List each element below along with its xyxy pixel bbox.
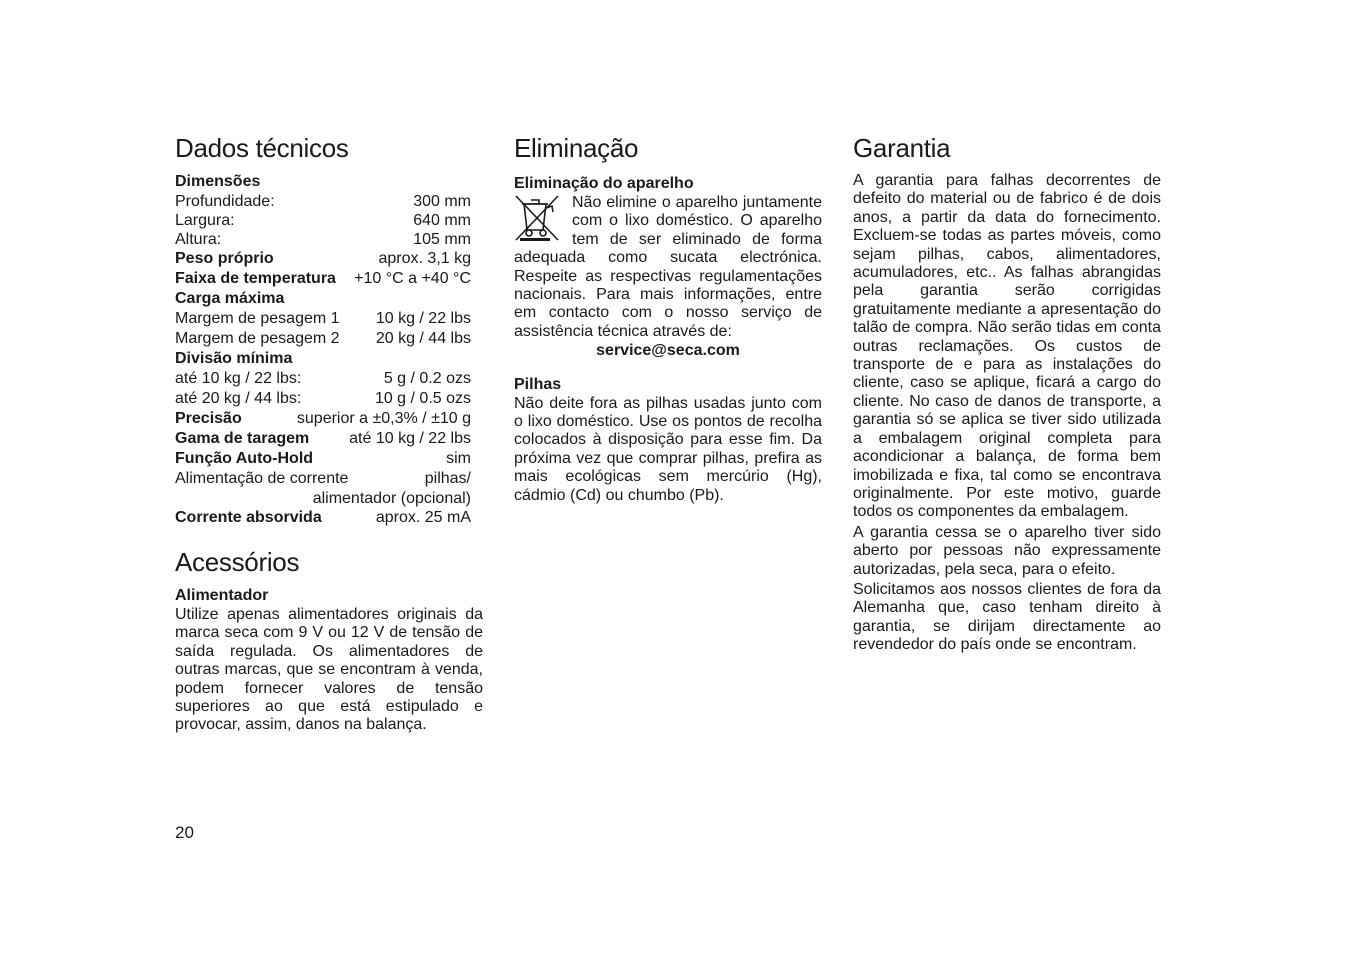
spec-label: até 10 kg / 22 lbs:: [175, 370, 302, 387]
spec-row-div1: [175, 369, 471, 389]
batteries-heading: Pilhas: [514, 375, 562, 393]
spec-label: Faixa de temperatura: [175, 270, 336, 287]
warranty-paragraph-1: A garantia para falhas decorrentes de defeito do material ou de fabrico é de dois anos, a partir da data do fornecimento. Excluem-se todas as partes móveis, como sejam pilhas, cabos, alimentadores, acumuladores, etc.. As falhas abrangidas pela garantia serão corrigidas gratuitamente mediante a apresentação do talão de compra. Não serão tidas em conta outras reclamações. Os custos de transporte de e para as instalações do cliente, caso se aplique, ficará a cargo do cliente. No caso de danos de transporte, a garantia só se aplica se tiver sido utilizada a embalagem original completa para acondicionar a balança, de forma bem imobilizada e fixa, tal como se encontrava originalmente. Por este motivo, guarde todos os componentes da embalagem.: [853, 172, 1161, 521]
spec-value: 105 mm: [413, 231, 471, 248]
spec-row-weight: [175, 249, 471, 269]
batteries-text: Não deite fora as pilhas usadas junto com o lixo doméstico. Use os pontos de recolha colocados à disposição para esse fim. Da próxima vez que comprar pilhas, prefira as mais ecológicas sem mercúrio (Hg), cádmio (Cd) ou chumbo (Pb).: [514, 394, 822, 504]
spec-label: Margem de pesagem 1: [175, 310, 340, 327]
spec-row-consumption: [175, 508, 471, 528]
spec-row-autohold: [175, 449, 471, 469]
spec-row-range2: [175, 329, 471, 349]
spec-row-range1: [175, 309, 471, 329]
warranty-paragraph-3: Solicitamos aos nossos clientes de fora da Alemanha que, caso tenham direito à garantia, se dirijam directamente ao revendedor do país onde se encontram.: [853, 580, 1161, 654]
spec-label: Gama de taragem: [175, 430, 310, 447]
spec-value: até 10 kg / 22 lbs: [349, 430, 471, 447]
spec-row-width: [175, 211, 471, 230]
tech-title: Dados técnicos: [175, 133, 349, 163]
max-load-heading: Carga máxima: [175, 290, 285, 307]
spec-label: Profundidade:: [175, 193, 275, 210]
spec-value: +10 °C a +40 °C: [354, 270, 471, 287]
disposal-title: Eliminação: [514, 133, 639, 163]
dimensions-heading: Dimensões: [175, 173, 261, 190]
spec-value: 640 mm: [413, 212, 471, 229]
spec-value: 10 kg / 22 lbs: [375, 310, 471, 327]
spec-value: 300 mm: [413, 193, 471, 210]
spec-value: superior a ±0,3% / ±10 g: [296, 410, 471, 427]
spec-label: até 20 kg / 44 lbs:: [175, 390, 302, 407]
spec-value-power-cont: alimentador (opcional): [312, 490, 471, 507]
spec-value: 10 g / 0.5 ozs: [374, 390, 471, 407]
service-email-link[interactable]: service@seca.com: [596, 342, 740, 360]
spec-label: Função Auto-Hold: [175, 450, 314, 467]
min-division-heading: Divisão mínima: [175, 350, 293, 367]
spec-row-tare: [175, 429, 471, 449]
page-number: 20: [175, 823, 194, 842]
crossed-out-wheelie-bin-icon: [514, 194, 562, 244]
spec-value: aprox. 25 mA: [375, 509, 471, 526]
spec-label: Margem de pesagem 2: [175, 330, 340, 347]
technical-data-column: [175, 132, 483, 735]
warranty-paragraph-2: A garantia cessa se o aparelho tiver sido aberto por pessoas não expressamente autorizadas, pela seca, para o efeito.: [853, 523, 1161, 578]
spec-label: Largura:: [175, 212, 235, 229]
warranty-title: Garantia: [853, 133, 951, 163]
spec-row-depth: [175, 192, 471, 211]
spec-label: Altura:: [175, 231, 222, 248]
accessories-title: Acessórios: [175, 547, 300, 577]
spec-label: Corrente absorvida: [175, 509, 322, 526]
adapter-heading: Alimentador: [175, 587, 269, 604]
spec-row-height: [175, 230, 471, 249]
warranty-column: [853, 132, 1161, 655]
disposal-column: [514, 132, 822, 505]
spec-value: pilhas/: [424, 470, 471, 487]
spec-value: aprox. 3,1 kg: [378, 250, 471, 267]
spec-label: Alimentação de corrente: [175, 470, 349, 487]
spec-value: 5 g / 0.2 ozs: [383, 370, 471, 387]
spec-label: Peso próprio: [175, 250, 274, 267]
spec-row-temperature: [175, 269, 471, 289]
spec-row-power: [175, 469, 471, 489]
device-disposal-text: Não elimine o aparelho juntamente com o lixo doméstico. O aparelho tem de ser eliminado de forma adequada como sucata electrónica. Respeite as respectivas regulamentações nacionais. Para mais informações, entre em contacto com o nosso serviço de assistência técnica através de:: [514, 194, 822, 340]
adapter-text: Utilize apenas alimentadores originais da marca seca com 9 V ou 12 V de tensão de saída regulada. Os alimentadores de outras marcas, que se encontram à venda, podem fornecer valores de tensão superiores ao que está estipulado e provocar, assim, danos na balança.: [175, 606, 483, 734]
spec-value: 20 kg / 44 lbs: [375, 330, 471, 347]
spec-value: sim: [446, 450, 471, 467]
spec-row-div2: [175, 389, 471, 409]
device-disposal-heading: Eliminação do aparelho: [514, 175, 694, 192]
spec-label: Precisão: [175, 410, 242, 427]
spec-row-precision: [175, 409, 471, 429]
